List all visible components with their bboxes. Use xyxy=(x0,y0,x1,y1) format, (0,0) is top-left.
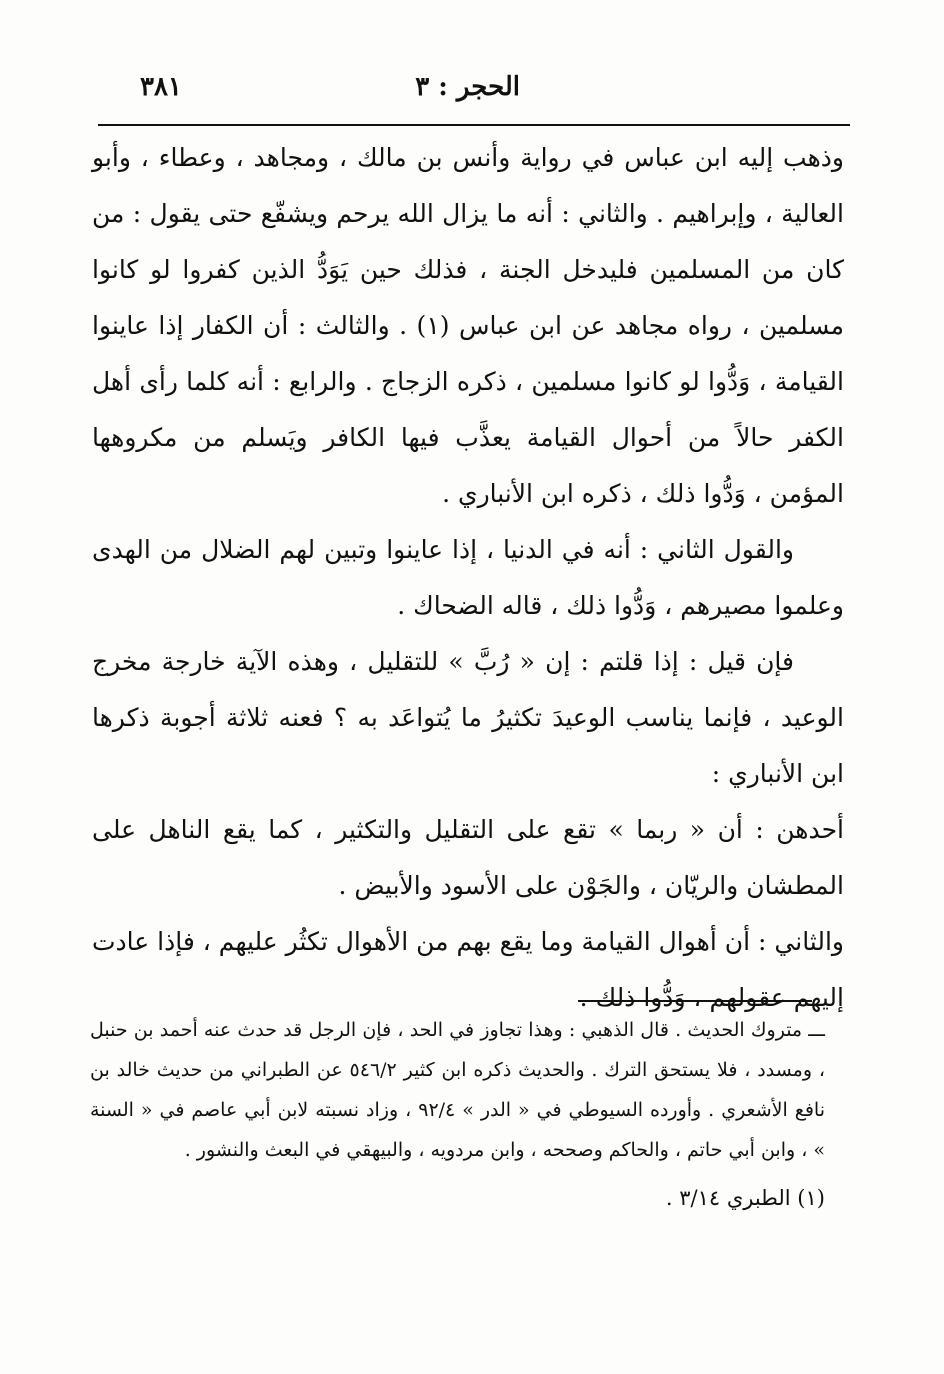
footnotes xyxy=(90,1010,825,1218)
paragraph: وذهب إليه ابن عباس في رواية وأنس بن مالك ، ومجاهد ، وعطاء ، وأبو العالية ، وإبراهيم . والثاني : أنه ما يزال الله يرحم ويشفّع حتى يقول : من كان من المسلمين فليدخل الجنة ، فذلك حين يَوَدُّ الذين كفروا لو كانوا مسلمين ، رواه مجاهد عن ابن عباس (١) . والثالث : أن الكفار إذا عاينوا القيامة ، وَدُّوا لو كانوا مسلمين ، ذكره الزجاج . والرابع : أنه كلما رأى أهل الكفر حالاً من أحوال القيامة يعذَّب فيها الكافر ويَسلم من مكروهها المؤمن ، وَدُّوا ذلك ، ذكره ابن الأنباري . xyxy=(92,143,844,508)
footnote-ref: (١) الطبري ٣/١٤ . xyxy=(665,1186,825,1210)
paragraph: والثاني : أن أهوال القيامة وما يقع بهم من الأهوال تكثُر عليهم ، فإذا عادت إليهم عقولهم ، وَدُّوا ذلك . xyxy=(92,927,844,1012)
page-header xyxy=(100,72,850,112)
footnote-text: ـــ متروك الحديث . قال الذهبي : وهذا تجاوز في الحد ، فإن الرجل قد حدث عنه أحمد بن حنبل ، ومسدد ، فلا يستحق الترك . والحديث ذكره ابن كثير ٥٤٦/٢ عن الطبراني من حديث خالد بن نافع الأشعري . وأورده السيوطي في « الدر » ٩٢/٤ ، وزاد نسبته لابن أبي عاصم في « السنة » ، وابن أبي حاتم ، والحاكم وصححه ، وابن مردويه ، والبيهقي في البعث والنشور . xyxy=(90,1019,825,1161)
paragraph: فإن قيل : إذا قلتم : إن « رُبَّ » للتقليل ، وهذه الآية خارجة مخرج الوعيد ، فإنما يناسب الوعيدَ تكثيرُ ما يُتواعَد به ؟ فعنه ثلاثة أجوبة ذكرها ابن الأنباري : xyxy=(92,647,844,788)
paragraph: والقول الثاني : أنه في الدنيا ، إذا عاينوا وتبين لهم الضلال من الهدى وعلموا مصيرهم ، وَدُّوا ذلك ، قاله الضحاك . xyxy=(92,535,844,620)
paragraph: أحدهن : أن « ربما » تقع على التقليل والتكثير ، كما يقع الناهل على المطشان والريّان ، والجَوْن على الأسود والأبيض . xyxy=(92,815,844,900)
header-rule xyxy=(98,124,850,126)
main-text xyxy=(92,130,844,1026)
chapter-title: الحجر : ٣ xyxy=(415,72,520,102)
page-number: ٣٨١ xyxy=(140,72,182,102)
footnote-rule xyxy=(578,1000,812,1002)
